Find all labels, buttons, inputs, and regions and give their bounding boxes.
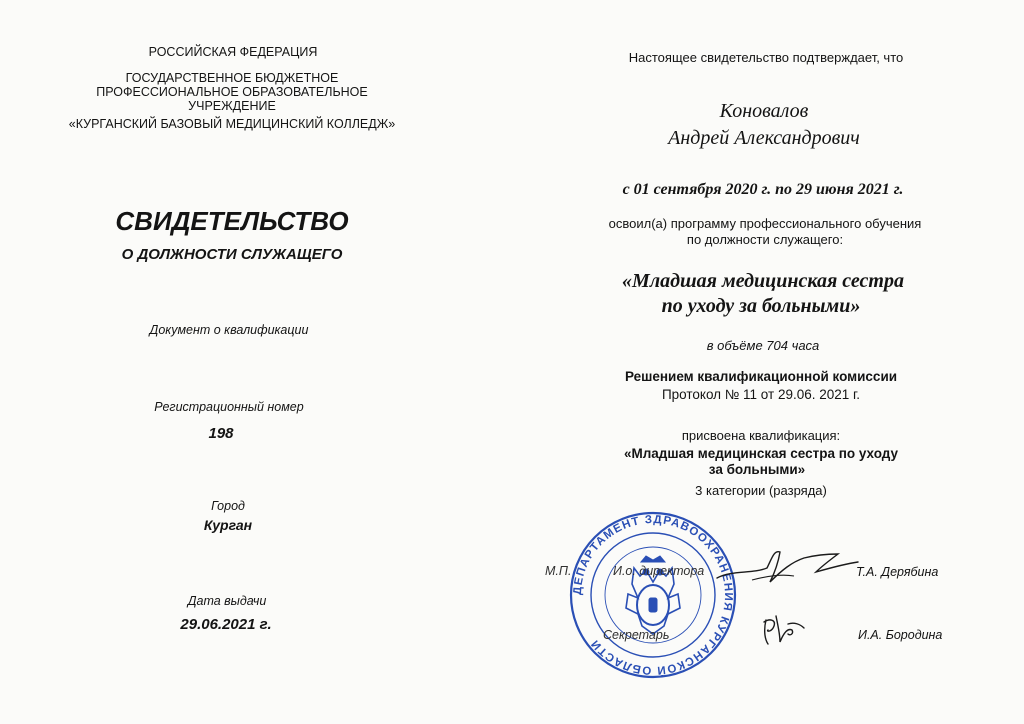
reg-number: 198 (208, 425, 234, 442)
city-label: Город (211, 499, 245, 513)
org-line-1: ГОСУДАРСТВЕННОЕ БЮДЖЕТНОЕ (125, 71, 339, 85)
program-line-1: освоил(а) программу профессионального обучения (608, 216, 922, 231)
country-name: РОССИЙСКАЯ ФЕДЕРАЦИЯ (148, 45, 318, 59)
commission-decision: Решением квалификационной комиссии (624, 369, 898, 384)
org-line-3: УЧРЕЖДЕНИЕ (188, 99, 276, 113)
issue-date-label: Дата выдачи (187, 594, 267, 608)
program-line-2: по должности служащего: (686, 232, 844, 247)
qualification-line-2: за больными» (708, 462, 806, 477)
document-title: СВИДЕТЕЛЬСТВО (115, 206, 349, 236)
secretary-signature (758, 610, 808, 650)
qualification-line-1: «Младшая медицинская сестра по уходу (623, 446, 899, 461)
org-line-2: ПРОФЕССИОНАЛЬНОЕ ОБРАЗОВАТЕЛЬНОЕ (96, 85, 368, 99)
seal-place-label: М.П. (545, 564, 572, 578)
director-name: Т.А. Дерябина (856, 565, 939, 579)
official-seal (568, 510, 738, 680)
intro-text: Настоящее свидетельство подтверждает, что (628, 50, 904, 65)
city: Курган (203, 517, 253, 533)
seal-text: ДЕПАРТАМЕНТ ЗДРАВООХРАНЕНИЯ КУРГАНСКОЙ ОБЛАСТИ (571, 513, 735, 677)
director-label: И.о. директора (613, 564, 705, 578)
secretary-name: И.А. Бородина (858, 628, 943, 642)
issue-date: 29.06.2021 г. (180, 616, 272, 633)
study-period: с 01 сентября 2020 г. по 29 июня 2021 г. (622, 181, 904, 198)
director-signature (712, 540, 862, 590)
position-line-1: «Младшая медицинская сестра (622, 270, 904, 292)
holder-name: Андрей Александрович (668, 127, 860, 149)
secretary-label: Секретарь (603, 628, 670, 642)
document-subtitle: О ДОЛЖНОСТИ СЛУЖАЩЕГО (121, 246, 343, 263)
protocol: Протокол № 11 от 29.06. 2021 г. (661, 387, 861, 402)
holder-surname: Коновалов (719, 100, 809, 122)
assigned-qualification-label: присвоена квалификация: (681, 428, 841, 443)
org-line-4: «КУРГАНСКИЙ БАЗОВЫЙ МЕДИЦИНСКИЙ КОЛЛЕДЖ» (68, 117, 396, 131)
svg-text:ДЕПАРТАМЕНТ ЗДРАВООХРАНЕНИЯ КУ (572, 514, 734, 677)
document-type: Документ о квалификации (149, 323, 309, 337)
position-line-2: по уходу за больными» (661, 295, 861, 317)
reg-number-label: Регистрационный номер (154, 400, 304, 414)
course-volume: в объёме 704 часа (706, 338, 820, 353)
qualification-category: 3 категории (разряда) (695, 483, 827, 498)
